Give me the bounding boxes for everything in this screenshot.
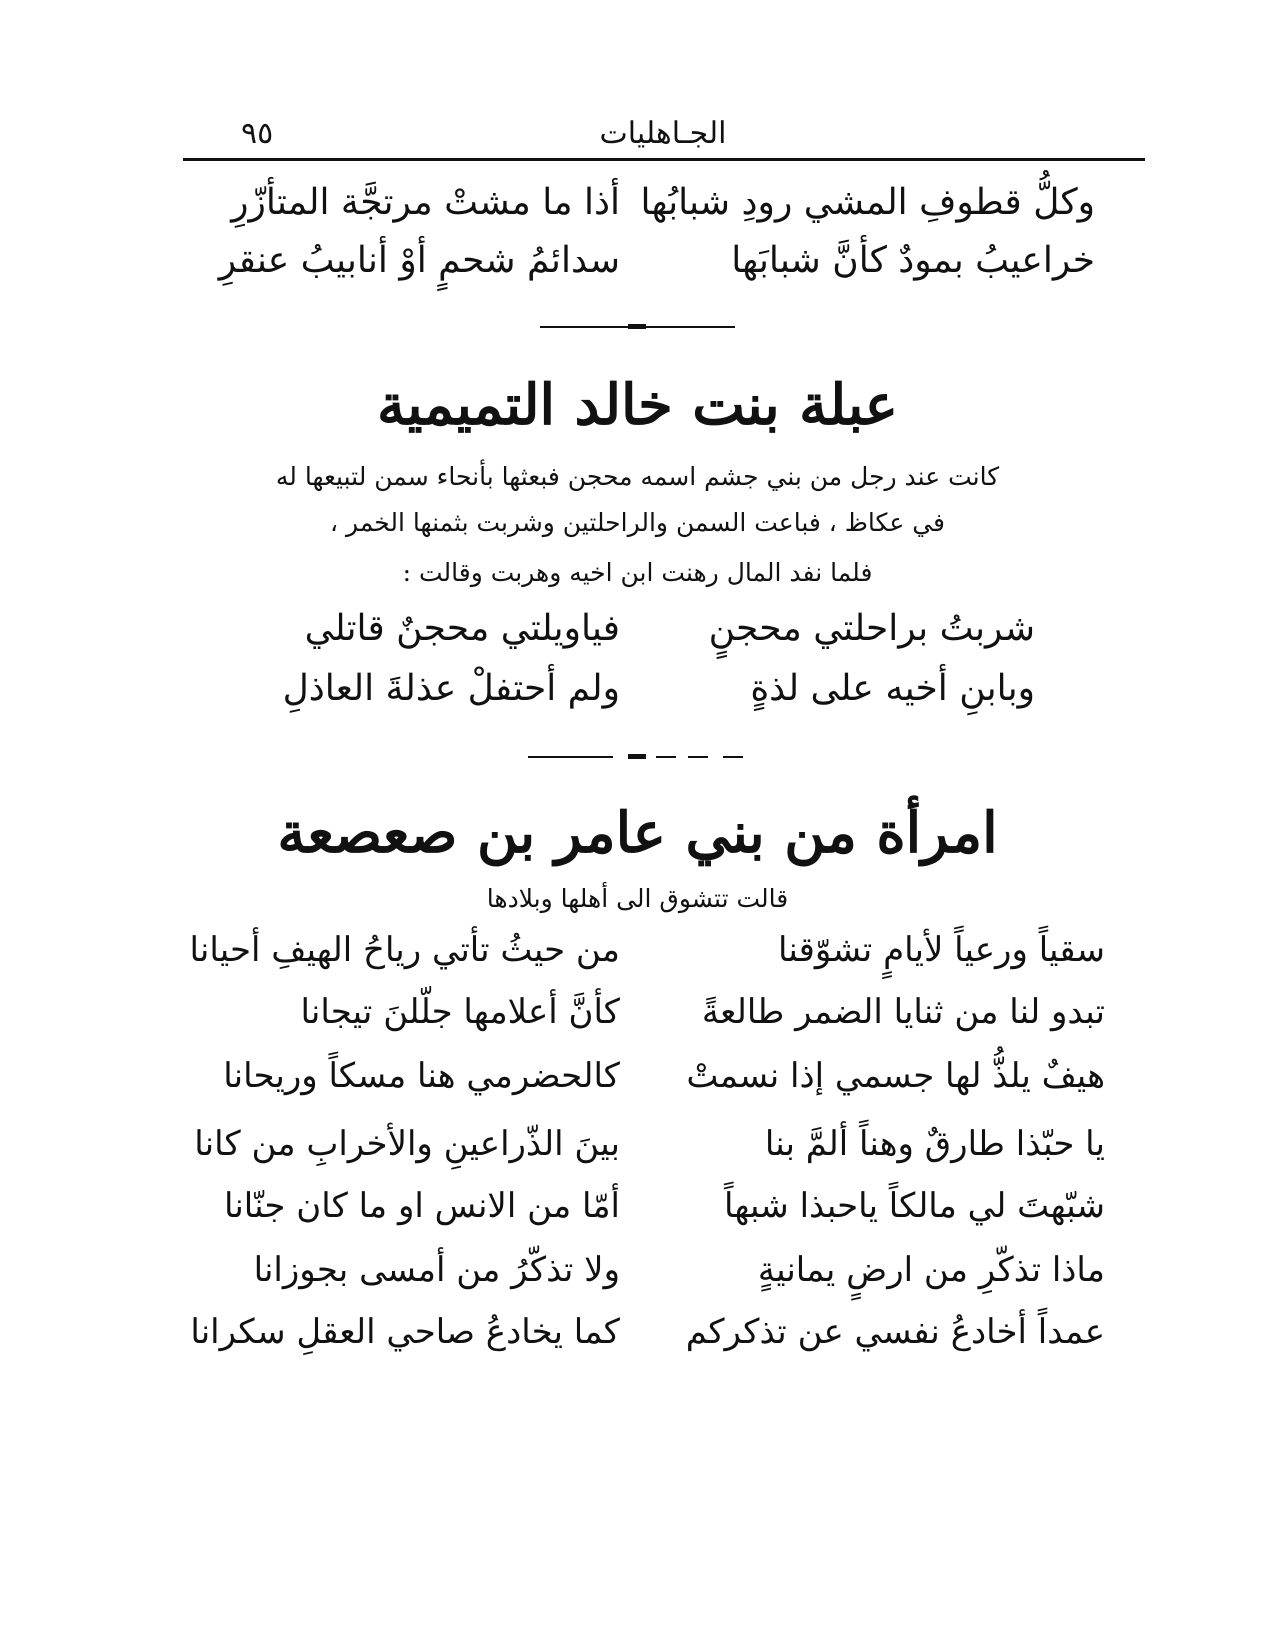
verse-hemistich-first: عمداً أخادعُ نفسي عن تذكركم — [685, 1312, 1105, 1352]
verse-hemistich-first: شربتُ براحلتي محجنٍ — [708, 608, 1035, 649]
verse-hemistich-first: ماذا تذكّرِ من ارضٍ يمانيةٍ — [757, 1250, 1105, 1290]
verse-hemistich-second: أمّا من الانس او ما كان جنّانا — [223, 1186, 620, 1226]
verse-hemistich-second: بينَ الذّراعينِ والأخرابِ من كانا — [194, 1124, 620, 1164]
verse-hemistich-first: وبابنِ أخيه على لذةٍ — [750, 668, 1035, 709]
verse-hemistich-first: شبّهتَ لي مالكاً ياحبذا شبهاً — [724, 1186, 1105, 1226]
section-divider — [528, 755, 743, 759]
verse-hemistich-first: هيفٌ يلذُّ لها جسمي إذا نسمتْ — [686, 1056, 1105, 1096]
verse-hemistich-second: فياويلتي محجنٌ قاتلي — [304, 608, 620, 649]
verse-hemistich-second: أذا ما مشتْ مرتجَّة المتأزّرِ — [231, 182, 620, 223]
section-intro-line: كانت عند رجل من بني جشم اسمه محجن فبعثها بأنحاء سمن لتبيعها له — [275, 462, 1000, 491]
section-title: عبلة بنت خالد التميمية — [376, 372, 899, 438]
verse-hemistich-second: كالحضرمي هنا مسكاً وريحانا — [223, 1056, 620, 1096]
page-number: ٩٥ — [241, 116, 274, 151]
section-divider — [540, 325, 735, 329]
verse-hemistich-second: من حيثُ تأتي رياحُ الهيفِ أحيانا — [189, 930, 620, 970]
verse-hemistich-first: تبدو لنا من ثنايا الضمر طالعةً — [701, 992, 1105, 1032]
section-intro-line: في عكاظ ، فباعت السمن والراحلتين وشربت بثمنها الخمر ، — [330, 508, 945, 537]
verse-hemistich-second: ولم أحتفلْ عذلةَ العاذلِ — [282, 668, 620, 709]
header-rule — [183, 158, 1145, 161]
verse-hemistich-second: كأنَّ أعلامها جلّلنَ تيجانا — [300, 992, 620, 1032]
running-head-title: الجـاهليات — [599, 116, 727, 151]
verse-line — [0, 240, 1275, 300]
verse-hemistich-second: كما يخادعُ صاحي العقلِ سكرانا — [190, 1312, 620, 1352]
section-title: امرأة من بني عامر بن صعصعة — [277, 800, 998, 866]
verse-hemistich-first: يا حبّذا طارقٌ وهناً ألمَّ بنا — [764, 1124, 1105, 1164]
verse-line — [0, 608, 1275, 668]
verse-hemistich-second: سدائمُ شحمٍ أوْ أنابيبُ عنقرِ — [218, 240, 620, 281]
verse-hemistich-first: خراعيبُ بمودٌ كأنَّ شبابَها — [731, 240, 1095, 281]
verse-line — [0, 182, 1275, 242]
verse-hemistich-first: سقياً ورعياً لأيامٍ تشوّقنا — [778, 930, 1105, 970]
section-intro: قالت تتشوق الى أهلها وبلادها — [486, 884, 789, 913]
verse-hemistich-second: ولا تذكّرُ من أمسى بجوزانا — [253, 1250, 620, 1290]
section-intro-line: فلما نفد المال رهنت ابن اخيه وهربت وقالت : — [402, 558, 873, 587]
verse-line — [0, 668, 1275, 728]
verse-hemistich-first: وكلُّ قطوفِ المشي رودِ شبابُها — [640, 182, 1095, 223]
running-head — [183, 112, 1143, 158]
